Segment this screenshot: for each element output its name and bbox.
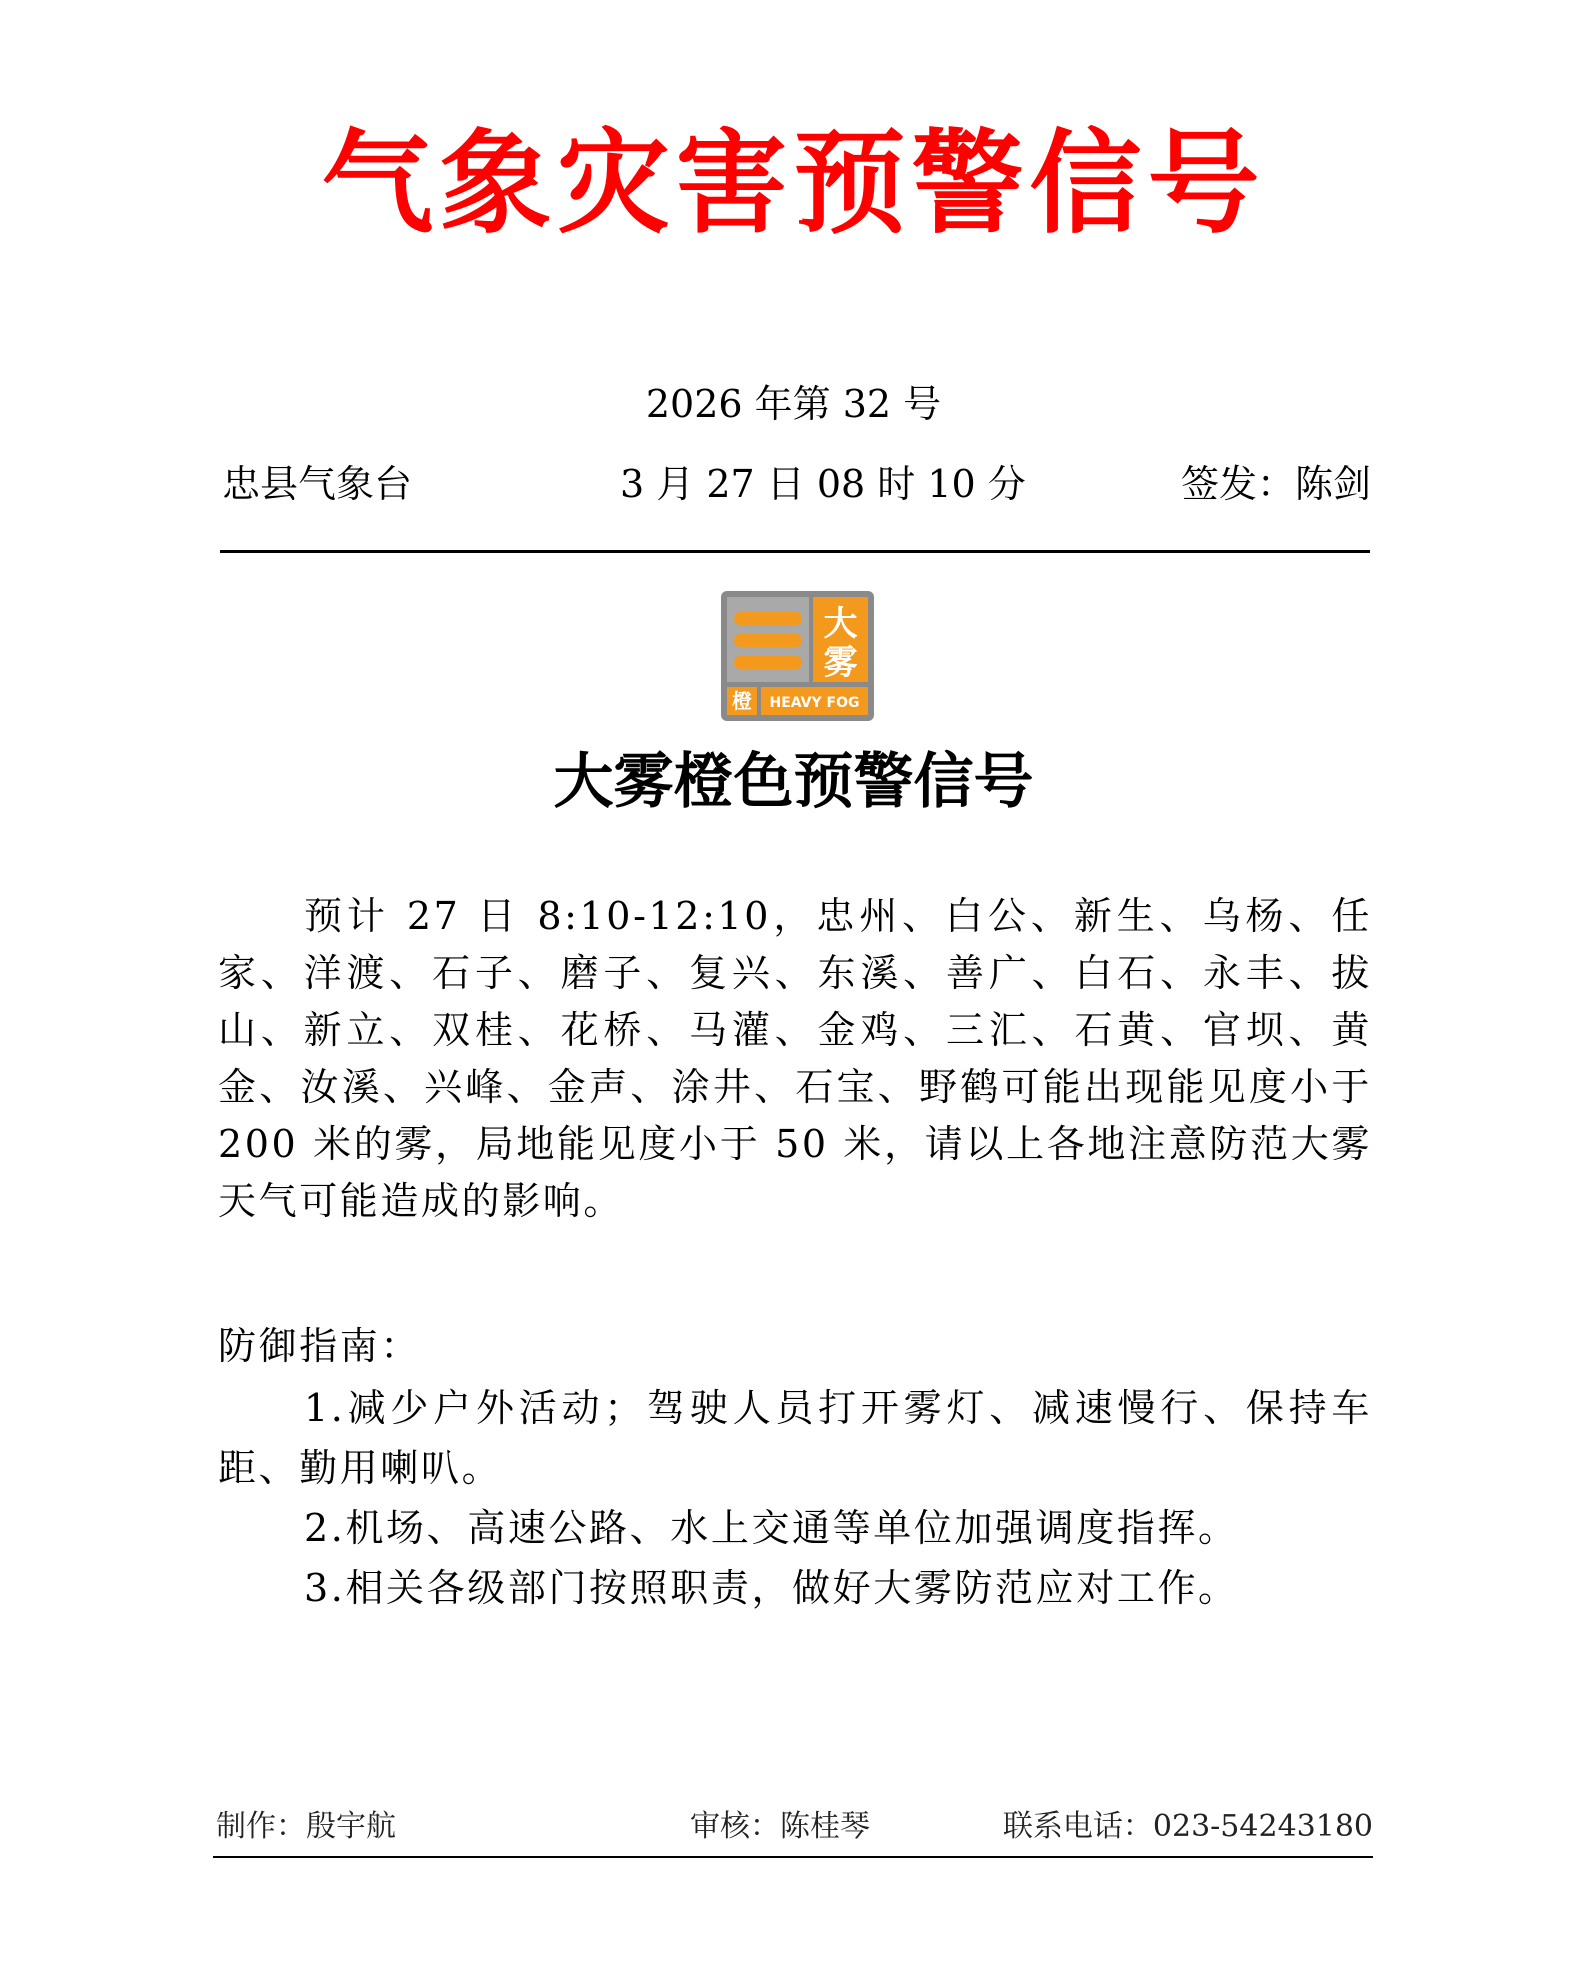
footer-divider bbox=[213, 1856, 1373, 1858]
signal-bar-2 bbox=[734, 634, 802, 647]
guide-list bbox=[218, 1378, 1372, 1618]
footer-producer: 制作：殷宇航 bbox=[216, 1809, 396, 1844]
signer: 签发：陈剑 bbox=[1180, 462, 1371, 506]
heavy-fog-orange-signal-icon bbox=[720, 590, 875, 722]
signal-char-top: 大 bbox=[823, 604, 858, 644]
footer-contact: 联系电话：023-54243180 bbox=[1002, 1809, 1373, 1844]
signal-title: 大雾橙色预警信号 bbox=[553, 747, 1034, 817]
forecast-body bbox=[218, 888, 1372, 1230]
guide-item: 2.机场、高速公路、水上交通等单位加强调度指挥。 bbox=[304, 1506, 1239, 1550]
forecast-paragraph: 预计 27 日 8:10-12:10，忠州、白公、新生、乌杨、任家、洋渡、石子、磨子、复兴、东溪、善广、白石、永丰、拔山、新立、双桂、花桥、马灌、金鸡、三汇、石黄、官坝、黄金、汝溪、兴峰、金声、涂井、石宝、野鹤可能出现能见度小于 200 米的雾，局地能见度小于 50 米，请以上各地注意防范大雾天气可能造成的影响。 bbox=[218, 894, 1372, 1223]
guide-item: 1.减少户外活动；驾驶人员打开雾灯、减速慢行、保持车距、勤用喇叭。 bbox=[218, 1386, 1372, 1490]
signal-level-char: 橙 bbox=[732, 689, 752, 713]
document-title: 气象灾害预警信号 bbox=[321, 118, 1266, 249]
guide-item: 3.相关各级部门按照职责，做好大雾防范应对工作。 bbox=[304, 1566, 1239, 1610]
signal-bar-1 bbox=[734, 612, 802, 625]
footer-reviewer: 审核：陈桂琴 bbox=[690, 1809, 870, 1844]
guide-heading: 防御指南： bbox=[218, 1324, 422, 1368]
issue-datetime: 3 月 27 日 08 时 10 分 bbox=[620, 462, 1026, 506]
issuing-station: 忠县气象台 bbox=[222, 462, 413, 506]
signal-bar-3 bbox=[734, 656, 802, 669]
header-divider bbox=[220, 550, 1370, 553]
signal-english-label: HEAVY FOG bbox=[769, 695, 860, 711]
signal-char-bottom: 雾 bbox=[823, 643, 858, 683]
issue-number: 2026 年第 32 号 bbox=[645, 382, 942, 426]
